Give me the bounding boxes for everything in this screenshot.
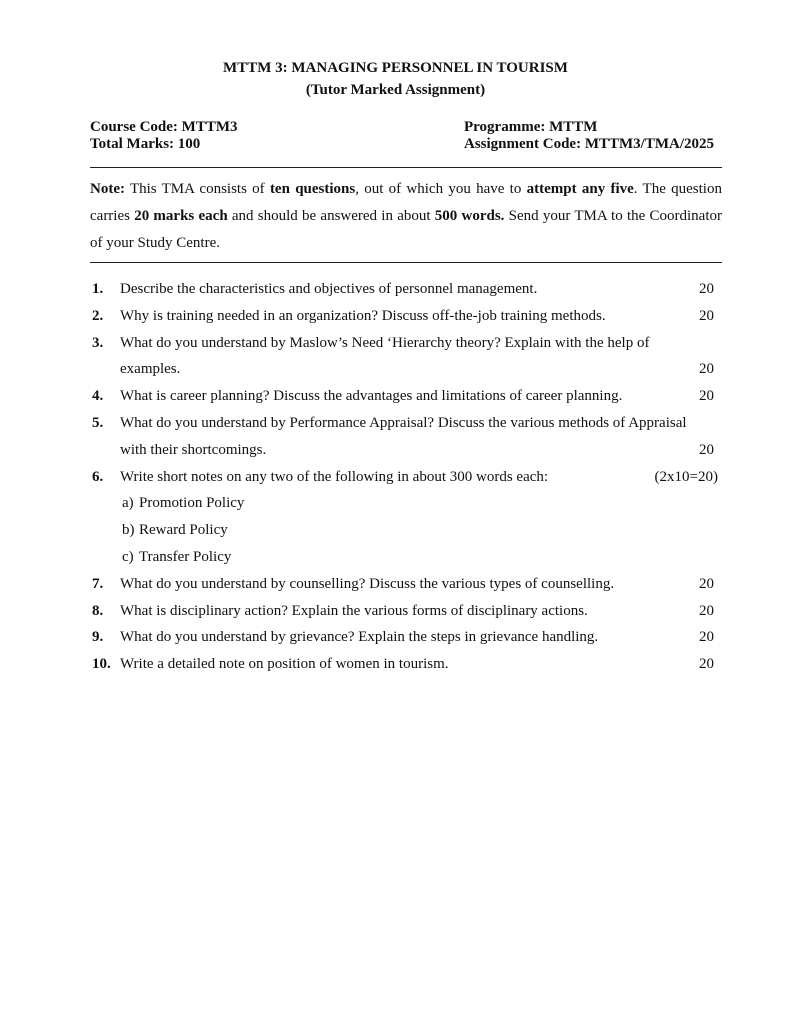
question-number: 7. (92, 575, 104, 592)
sub-item-text: Reward Policy (139, 522, 228, 539)
question-item (92, 410, 722, 464)
instructions-note (90, 176, 722, 257)
note-bold-3: 20 marks each (134, 208, 228, 224)
question-text: Describe the characteristics and objectives of personnel management. (120, 281, 538, 297)
note-text-4: and should be answered in about (227, 208, 435, 224)
sub-item-letter: a) (122, 495, 134, 512)
question-marks: 20 (699, 281, 714, 297)
question-marks: 20 (699, 602, 714, 619)
question-item (92, 303, 722, 330)
sub-item-transfer (122, 544, 722, 571)
question-number: 5. (92, 414, 104, 431)
question-text: Why is training needed in an organization? Discuss off-the-job training methods. (120, 307, 606, 324)
question-marks: 20 (699, 656, 714, 673)
note-label: Note: (90, 181, 125, 197)
question-item (92, 330, 722, 384)
note-text-3: . The question carries (90, 181, 722, 224)
note-text-5: Send your TMA to the Coordinator of your Study Centre. (90, 208, 723, 251)
question-number: 10. (92, 656, 111, 673)
question-marks: 20 (699, 361, 714, 378)
note-bold-2: attempt any five (526, 181, 634, 197)
question-list (92, 276, 722, 678)
question-text: What do you understand by Maslow’s Need ‘Hierarchy theory? Explain with the help of examples. (120, 334, 650, 378)
sub-item-text: Promotion Policy (139, 495, 245, 512)
question-marks: 20 (699, 575, 714, 592)
question-number: 4. (92, 388, 104, 405)
total-marks: Total Marks: 100 (90, 136, 201, 152)
question-item (92, 598, 722, 625)
question-text: What do you understand by Performance Appraisal? Discuss the various methods of Appraisal with their shortcomings. (120, 414, 687, 458)
sub-item-promotion (122, 490, 722, 517)
question-text: What do you understand by counselling? Discuss the various types of counselling. (120, 575, 615, 592)
question-text: What do you understand by grievance? Explain the steps in grievance handling. (120, 629, 599, 646)
question-number: 6. (92, 468, 104, 485)
document-subtitle: (Tutor Marked Assignment) (305, 82, 486, 98)
question-text: Write a detailed note on position of women in tourism. (120, 656, 449, 673)
top-divider (90, 167, 722, 168)
question-item (92, 624, 722, 651)
question-marks: 20 (699, 629, 714, 646)
note-bold-4: 500 words. (434, 208, 505, 224)
question-text: What is career planning? Discuss the advantages and limitations of career planning. (120, 388, 623, 405)
question-marks: 20 (699, 441, 714, 458)
assignment-code: Assignment Code: MTTM3/TMA/2025 (464, 136, 714, 152)
question-number: 2. (92, 307, 104, 324)
note-bold-1: ten questions (269, 181, 356, 197)
document-title: MTTM 3: MANAGING PERSONNEL IN TOURISM (223, 60, 568, 76)
question-text: Write short notes on any two of the following in about 300 words each: (120, 468, 549, 485)
bottom-divider (90, 262, 722, 263)
question-marks: (2x10=20) (654, 468, 718, 485)
question-number: 1. (92, 281, 104, 297)
question-text: What is disciplinary action? Explain the various forms of disciplinary actions. (120, 602, 588, 619)
question-number: 9. (92, 629, 104, 646)
question-marks: 20 (699, 388, 714, 405)
programme: Programme: MTTM (464, 119, 598, 135)
question-item (92, 464, 722, 491)
question-item (92, 276, 722, 303)
sub-item-letter: c) (122, 548, 134, 565)
course-code: Course Code: MTTM3 (90, 119, 238, 135)
question-number: 3. (92, 334, 104, 351)
sub-item-text: Transfer Policy (139, 548, 232, 565)
sub-item-letter: b) (122, 522, 135, 539)
question-item (92, 571, 722, 598)
question-marks: 20 (699, 307, 714, 324)
question-item (92, 651, 722, 678)
question-number: 8. (92, 602, 104, 619)
sub-item-reward (122, 517, 722, 544)
note-text-2: , out of which you have to (355, 181, 527, 197)
note-text-1: This TMA consists of (124, 181, 270, 197)
question-item (92, 383, 722, 410)
